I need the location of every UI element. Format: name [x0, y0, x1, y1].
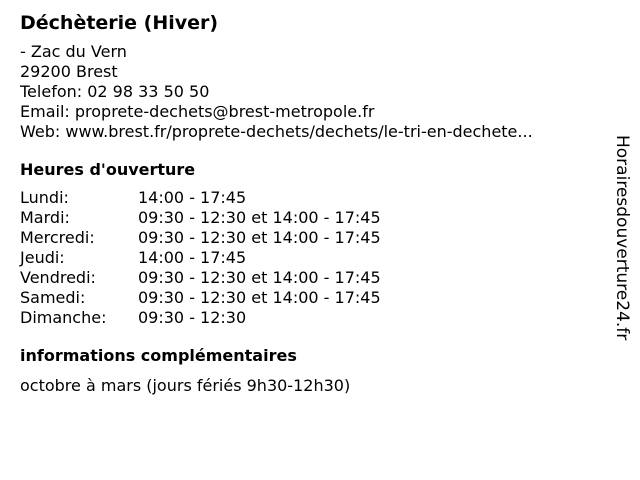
phone-text: Telefon: 02 98 33 50 50 [20, 82, 210, 101]
hours-heading: Heures d'ouverture [20, 160, 196, 179]
day-label: Samedi: [20, 288, 86, 307]
hours-row [20, 268, 600, 288]
hours-row [20, 208, 600, 228]
hours-row [20, 288, 600, 308]
day-label: Mercredi: [20, 228, 95, 247]
hours-row [20, 228, 600, 248]
place-title: Déchèterie (Hiver) [20, 12, 219, 34]
address-block [20, 42, 600, 142]
hours-table [20, 188, 600, 328]
day-label: Dimanche: [20, 308, 107, 327]
web-text: Web: www.brest.fr/proprete-dechets/dechets/le-tri-en-dechete... [20, 122, 533, 141]
hours-row [20, 188, 600, 208]
time-range: 09:30 - 12:30 et 14:00 - 17:45 [138, 268, 381, 287]
address-street: - Zac du Vern [20, 42, 127, 61]
time-range: 09:30 - 12:30 et 14:00 - 17:45 [138, 288, 381, 307]
site-watermark: Horairesdouverture24.fr [612, 135, 632, 341]
day-label: Jeudi: [20, 248, 65, 267]
info-heading: informations complémentaires [20, 346, 297, 365]
hours-row [20, 248, 600, 268]
email-text: Email: proprete-dechets@brest-metropole.fr [20, 102, 375, 121]
day-label: Vendredi: [20, 268, 96, 287]
time-range: 14:00 - 17:45 [138, 188, 247, 207]
hours-row [20, 308, 600, 328]
day-label: Lundi: [20, 188, 69, 207]
place-card [20, 10, 600, 396]
time-range: 14:00 - 17:45 [138, 248, 247, 267]
time-range: 09:30 - 12:30 [138, 308, 247, 327]
info-text: octobre à mars (jours fériés 9h30-12h30) [20, 376, 351, 395]
day-label: Mardi: [20, 208, 70, 227]
time-range: 09:30 - 12:30 et 14:00 - 17:45 [138, 228, 381, 247]
time-range: 09:30 - 12:30 et 14:00 - 17:45 [138, 208, 381, 227]
address-city: 29200 Brest [20, 62, 118, 81]
